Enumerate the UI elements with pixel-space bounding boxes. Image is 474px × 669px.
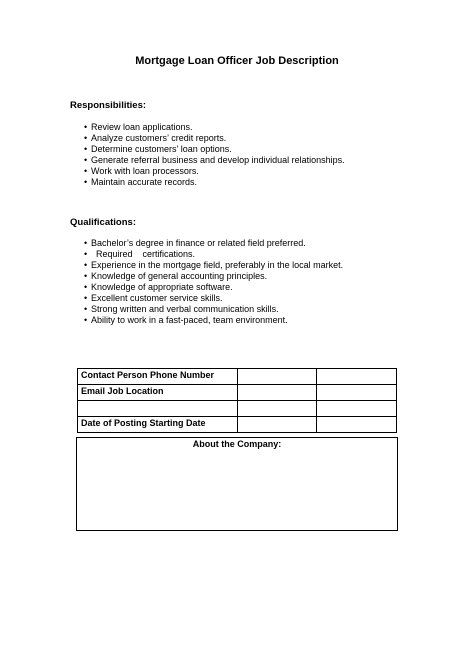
list-item: • Review loan applications. bbox=[84, 122, 345, 133]
contact-value-cell bbox=[317, 369, 397, 385]
table-row bbox=[78, 401, 397, 417]
table-row bbox=[78, 369, 397, 385]
contact-value-cell bbox=[238, 401, 317, 417]
contact-info-table bbox=[77, 368, 397, 433]
list-item: • Experience in the mortgage field, preferably in the local market. bbox=[84, 260, 343, 271]
contact-value-cell bbox=[317, 401, 397, 417]
contact-value-cell bbox=[238, 385, 317, 401]
contact-label-cell: Email Job Location bbox=[78, 385, 238, 401]
list-item: • Excellent customer service skills. bbox=[84, 293, 343, 304]
contact-value-cell bbox=[238, 369, 317, 385]
list-item: • Analyze customers’ credit reports. bbox=[84, 133, 345, 144]
list-item: • Work with loan processors. bbox=[84, 166, 345, 177]
table-row bbox=[78, 417, 397, 433]
list-item: • Knowledge of appropriate software. bbox=[84, 282, 343, 293]
list-item: • Ability to work in a fast-paced, team environment. bbox=[84, 315, 343, 326]
contact-label-cell: Contact Person Phone Number bbox=[78, 369, 238, 385]
responsibilities-heading: Responsibilities: bbox=[70, 100, 147, 111]
contact-value-cell bbox=[317, 417, 397, 433]
contact-label-cell: Date of Posting Starting Date bbox=[78, 417, 238, 433]
contact-value-cell bbox=[238, 417, 317, 433]
qualifications-list bbox=[84, 238, 343, 326]
table-row bbox=[78, 385, 397, 401]
list-item: • Required certifications. bbox=[84, 249, 343, 260]
contact-value-cell bbox=[317, 385, 397, 401]
responsibilities-list bbox=[84, 122, 345, 188]
list-item: • Determine customers’ loan options. bbox=[84, 144, 345, 155]
qualifications-heading: Qualifications: bbox=[70, 217, 136, 228]
about-company-box bbox=[76, 437, 398, 531]
about-company-heading: About the Company: bbox=[192, 439, 282, 449]
list-item: • Bachelor’s degree in finance or related field preferred. bbox=[84, 238, 343, 249]
page-title: Mortgage Loan Officer Job Description bbox=[135, 55, 339, 67]
list-item: • Knowledge of general accounting principles. bbox=[84, 271, 343, 282]
list-item: • Generate referral business and develop individual relationships. bbox=[84, 155, 345, 166]
contact-label-cell bbox=[78, 401, 238, 417]
list-item: • Maintain accurate records. bbox=[84, 177, 345, 188]
list-item: • Strong written and verbal communication skills. bbox=[84, 304, 343, 315]
